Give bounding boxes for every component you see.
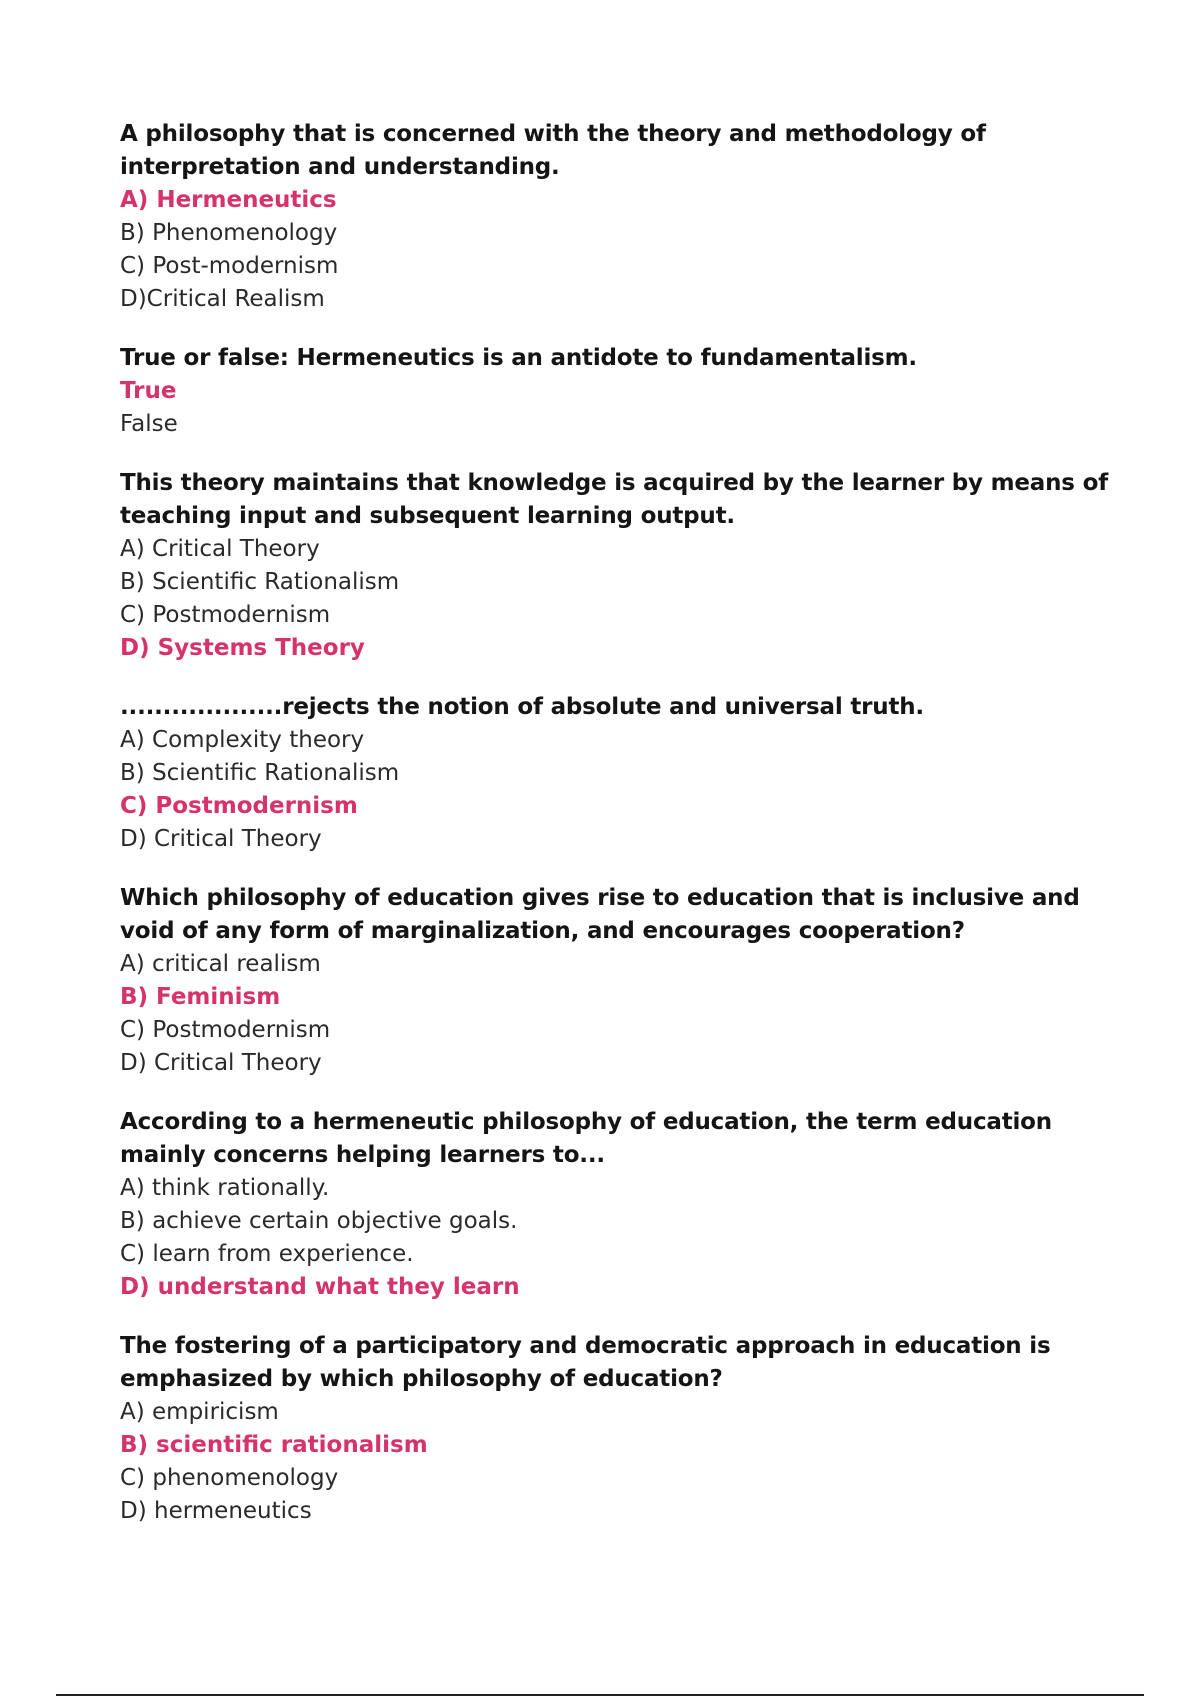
question-5 xyxy=(120,882,1130,1080)
answer-option[interactable]: B) Feminism xyxy=(120,984,281,1010)
question-text: According to a hermeneutic philosophy of education, the term education mainly concerns helping learners to... xyxy=(120,1109,1052,1168)
answer-option[interactable]: A) Hermeneutics xyxy=(120,187,337,213)
answer-option[interactable]: C) Postmodernism xyxy=(120,602,331,628)
answer-option[interactable]: B) achieve certain objective goals. xyxy=(120,1208,518,1234)
answer-option[interactable]: A) empiricism xyxy=(120,1399,279,1425)
footer-divider xyxy=(56,1694,1144,1696)
answer-option[interactable]: A) think rationally. xyxy=(120,1175,330,1201)
question-7 xyxy=(120,1330,1130,1528)
answer-option[interactable]: A) Complexity theory xyxy=(120,727,365,753)
question-4 xyxy=(120,691,1130,856)
question-6 xyxy=(120,1106,1130,1304)
question-text: The fostering of a participatory and democratic approach in education is emphasized by which philosophy of education? xyxy=(120,1333,1051,1392)
answer-option[interactable]: B) Scientific Rationalism xyxy=(120,569,400,595)
answer-option[interactable]: True xyxy=(120,378,177,404)
answer-option[interactable]: B) Scientific Rationalism xyxy=(120,760,400,786)
answer-option[interactable]: B) Phenomenology xyxy=(120,220,338,246)
answer-option[interactable]: D) Critical Theory xyxy=(120,826,322,852)
answer-option[interactable]: C) Postmodernism xyxy=(120,1017,331,1043)
answer-option[interactable]: D) understand what they learn xyxy=(120,1274,520,1300)
question-text: A philosophy that is concerned with the theory and methodology of interpretation and understanding. xyxy=(120,121,986,180)
answer-option[interactable]: A) Critical Theory xyxy=(120,536,320,562)
question-text: Which philosophy of education gives rise to education that is inclusive and void of any form of marginalization, and encourages cooperation? xyxy=(120,885,1080,944)
question-3 xyxy=(120,467,1130,665)
answer-option[interactable]: False xyxy=(120,411,178,437)
question-text: True or false: Hermeneutics is an antidote to fundamentalism. xyxy=(120,345,917,371)
answer-option[interactable]: D)Critical Realism xyxy=(120,286,325,312)
question-2 xyxy=(120,342,1130,441)
question-1 xyxy=(120,118,1130,316)
answer-option[interactable]: C) Post-modernism xyxy=(120,253,339,279)
answer-option[interactable]: D) Critical Theory xyxy=(120,1050,322,1076)
answer-option[interactable]: C) Postmodernism xyxy=(120,793,358,819)
answer-option[interactable]: D) Systems Theory xyxy=(120,635,365,661)
answer-option[interactable]: C) phenomenology xyxy=(120,1465,339,1491)
answer-option[interactable]: C) learn from experience. xyxy=(120,1241,414,1267)
question-text: This theory maintains that knowledge is acquired by the learner by means of teaching input and subsequent learning output. xyxy=(120,470,1109,529)
answer-option[interactable]: D) hermeneutics xyxy=(120,1498,312,1524)
answer-option[interactable]: A) critical realism xyxy=(120,951,321,977)
answer-option[interactable]: B) scientific rationalism xyxy=(120,1432,428,1458)
quiz-page xyxy=(120,118,1130,1554)
question-text: ...................rejects the notion of absolute and universal truth. xyxy=(120,694,924,720)
